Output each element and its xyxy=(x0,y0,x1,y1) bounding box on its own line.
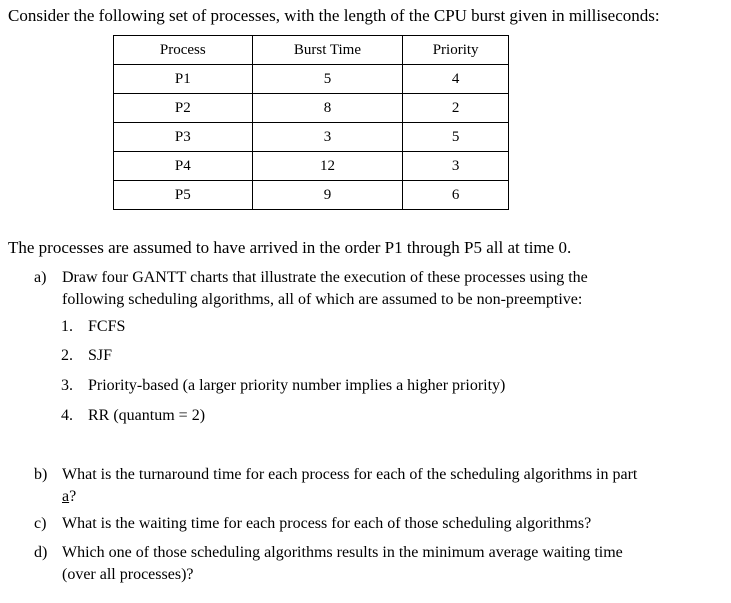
question-a-line2: following scheduling algorithms, all of which are assumed to be non-preemptive: xyxy=(62,291,583,308)
question-d-label: d) xyxy=(34,544,48,561)
cell-process: P4 xyxy=(114,152,253,181)
question-b-label: b) xyxy=(34,466,48,483)
cell-priority: 2 xyxy=(403,94,509,123)
table-row xyxy=(114,152,509,181)
algorithm-number: 1. xyxy=(61,318,73,335)
algorithm-text: Priority-based (a larger priority number implies a higher priority) xyxy=(88,377,506,394)
cell-priority: 3 xyxy=(403,152,509,181)
cell-burst: 3 xyxy=(252,123,403,152)
algorithm-text: RR (quantum = 2) xyxy=(88,407,206,424)
question-a-label: a) xyxy=(34,269,47,286)
question-d-line2: (over all processes)? xyxy=(62,566,194,583)
table-header-row xyxy=(114,36,509,65)
cell-burst: 12 xyxy=(252,152,403,181)
question-b-end: ? xyxy=(69,488,77,505)
question-d-line1: Which one of those scheduling algorithms results in the minimum average waiting time xyxy=(62,544,623,561)
cell-process: P2 xyxy=(114,94,253,123)
header-process: Process xyxy=(114,36,253,65)
header-burst-time: Burst Time xyxy=(252,36,403,65)
cell-priority: 4 xyxy=(403,65,509,94)
cell-burst: 5 xyxy=(252,65,403,94)
cell-burst: 9 xyxy=(252,181,403,210)
part-a-reference: a xyxy=(62,488,70,505)
question-a-line1: Draw four GANTT charts that illustrate the execution of these processes using the xyxy=(62,269,588,286)
cell-burst: 8 xyxy=(252,94,403,123)
table-row xyxy=(114,94,509,123)
arrival-text: The processes are assumed to have arrived in the order P1 through P5 all at time 0. xyxy=(8,238,572,257)
algorithm-number: 2. xyxy=(61,347,73,364)
table-row xyxy=(114,123,509,152)
algorithm-number: 3. xyxy=(61,377,73,394)
cell-priority: 6 xyxy=(403,181,509,210)
algorithm-text: FCFS xyxy=(88,318,126,335)
question-c-label: c) xyxy=(34,515,47,532)
cell-process: P5 xyxy=(114,181,253,210)
table-row xyxy=(114,181,509,210)
table-row xyxy=(114,65,509,94)
process-table xyxy=(113,35,509,210)
cell-process: P3 xyxy=(114,123,253,152)
cell-priority: 5 xyxy=(403,123,509,152)
question-c-line1: What is the waiting time for each process for each of those scheduling algorithms? xyxy=(62,515,592,532)
algorithm-text: SJF xyxy=(88,347,113,364)
header-priority: Priority xyxy=(403,36,509,65)
question-b-line1: What is the turnaround time for each process for each of the scheduling algorithms in part xyxy=(62,466,638,483)
intro-text: Consider the following set of processes, with the length of the CPU burst given in milliseconds: xyxy=(8,6,660,25)
cell-process: P1 xyxy=(114,65,253,94)
algorithm-number: 4. xyxy=(61,407,73,424)
question-b-line2 xyxy=(62,486,76,508)
